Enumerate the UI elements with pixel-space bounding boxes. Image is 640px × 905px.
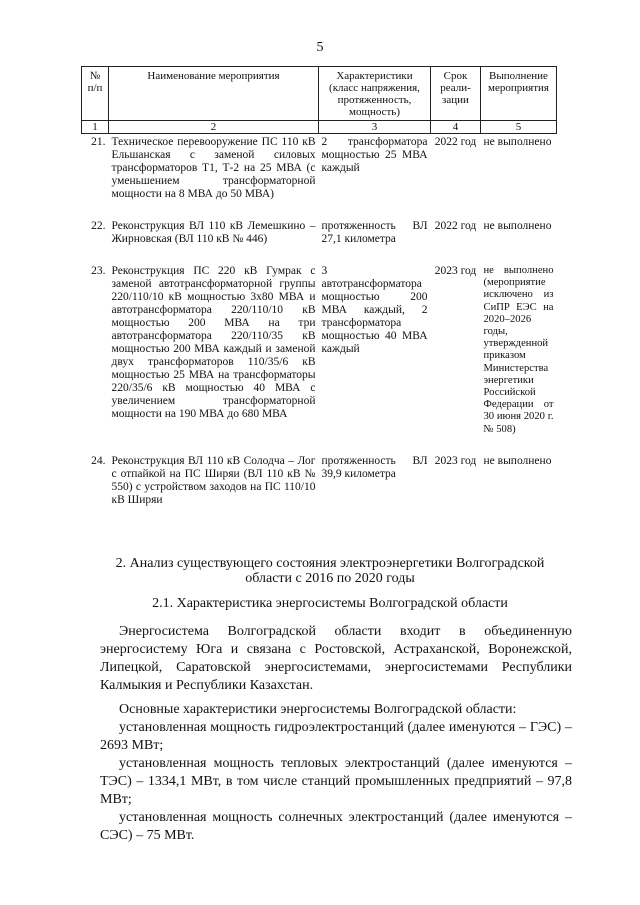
measures-table	[81, 66, 557, 524]
paragraph: Основные характеристики энергосистемы Волгоградской области:	[119, 702, 517, 717]
measure-characteristics: протяженность ВЛ 27,1 километра	[321, 220, 428, 245]
row-number: 23.	[91, 265, 106, 277]
section-title: 2. Анализ существующего состояния электроэнергетики Волгоградской области с 2016 по 2020 годы	[115, 556, 545, 586]
subsection-title: 2.1. Характеристика энергосистемы Волгоградской области	[152, 596, 508, 611]
measure-name: Реконструкция ВЛ 110 кВ Лемешкино – Жирновская (ВЛ 110 кВ № 446)	[111, 220, 316, 245]
header-status: Выполнение мероприятия	[481, 67, 557, 121]
section-body	[100, 620, 572, 845]
column-number: 5	[481, 121, 557, 134]
table-row	[82, 263, 557, 453]
table-row	[82, 218, 557, 263]
measure-term: 2023 год	[434, 454, 477, 467]
table-header-row	[82, 67, 557, 121]
column-numbers-row	[82, 121, 557, 134]
measure-term: 2022 год	[434, 136, 477, 148]
measure-characteristics: 3 автотрансформатора мощностью 200 МВА каждый, 2 трансформатора мощностью 40 МВА каждый	[321, 265, 428, 355]
header-name: Наименование мероприятия	[109, 67, 319, 121]
row-number: 21.	[91, 136, 106, 148]
paragraph: Энергосистема Волгоградской области входит в объединенную энергосистему Юга и связана с Ростовской, Астраханской, Воронежской, Липецкой, Саратовской энергосистемами, энергосистемами Республики Калмыкия и Республики Казахстан.	[100, 624, 572, 693]
measure-characteristics: 2 трансформатора мощностью 25 МВА каждый	[321, 136, 428, 174]
measure-status: не выполнено	[483, 454, 552, 467]
measure-term: 2022 год	[434, 220, 477, 232]
table-row	[82, 134, 557, 219]
column-number: 3	[319, 121, 431, 134]
header-characteristics: Характеристики (класс напряжения, протяженность, мощность)	[319, 67, 431, 121]
measure-name: Реконструкция ВЛ 110 кВ Солодча – Лог с отпайкой на ПС Ширяи (ВЛ 110 кВ № 550) с устройством заходов на ПС 110/10 кВ Ширяи	[111, 454, 316, 506]
paragraph: установленная мощность гидроэлектростанций (далее именуются – ГЭС) – 2693 МВт;	[100, 720, 572, 753]
column-number: 1	[82, 121, 109, 134]
row-number: 24.	[91, 454, 106, 467]
header-term: Срок реали-зации	[431, 67, 481, 121]
measure-status: не выполнено	[483, 136, 552, 148]
paragraph: установленная мощность солнечных электростанций (далее именуются – СЭС) – 75 МВт.	[100, 810, 572, 843]
column-number: 4	[431, 121, 481, 134]
measure-name: Реконструкция ПС 220 кВ Гумрак с заменой автотрансформаторной группы 220/110/10 кВ мощностью 3х80 МВА и автотрансформатора 220/110/10 кВ мощностью 200 МВА на три автотрансформатора 220/110/35 кВ мощностью 200 МВА каждый и заменой двух трансформаторов 110/35/6 кВ мощностью 25 МВА на трансформаторы 220/35/6 кВ мощностью 40 МВА с увеличением трансформаторной мощности на 190 МВА до 680 МВА	[111, 265, 316, 420]
header-num: № п/п	[82, 67, 109, 121]
paragraph: установленная мощность тепловых электростанций (далее именуются – ТЭС) – 1334,1 МВт, в том числе станций промышленных предприятий – 97,8 МВт;	[100, 756, 572, 807]
measure-status: не выполнено	[483, 220, 552, 232]
table-row	[82, 453, 557, 524]
column-number: 2	[109, 121, 319, 134]
measure-name: Техническое перевооружение ПС 110 кВ Ельшанская с заменой силовых трансформаторов Т1, Т-2 на 25 МВА (с уменьшением трансформаторной мощности на 8 МВА до 50 МВА)	[111, 136, 316, 200]
measure-characteristics: протяженность ВЛ 39,9 километра	[321, 454, 428, 480]
measure-status: не выполнено (мероприятие исключено из СиПР ЕЭС на 2020–2026 годы, утвержденной приказом Министерства энергетики Российской Федерации от 30 июня 2020 г. № 508)	[483, 265, 554, 435]
measure-term: 2023 год	[434, 265, 477, 277]
page-number: 5	[316, 40, 324, 55]
row-number: 22.	[91, 220, 106, 232]
